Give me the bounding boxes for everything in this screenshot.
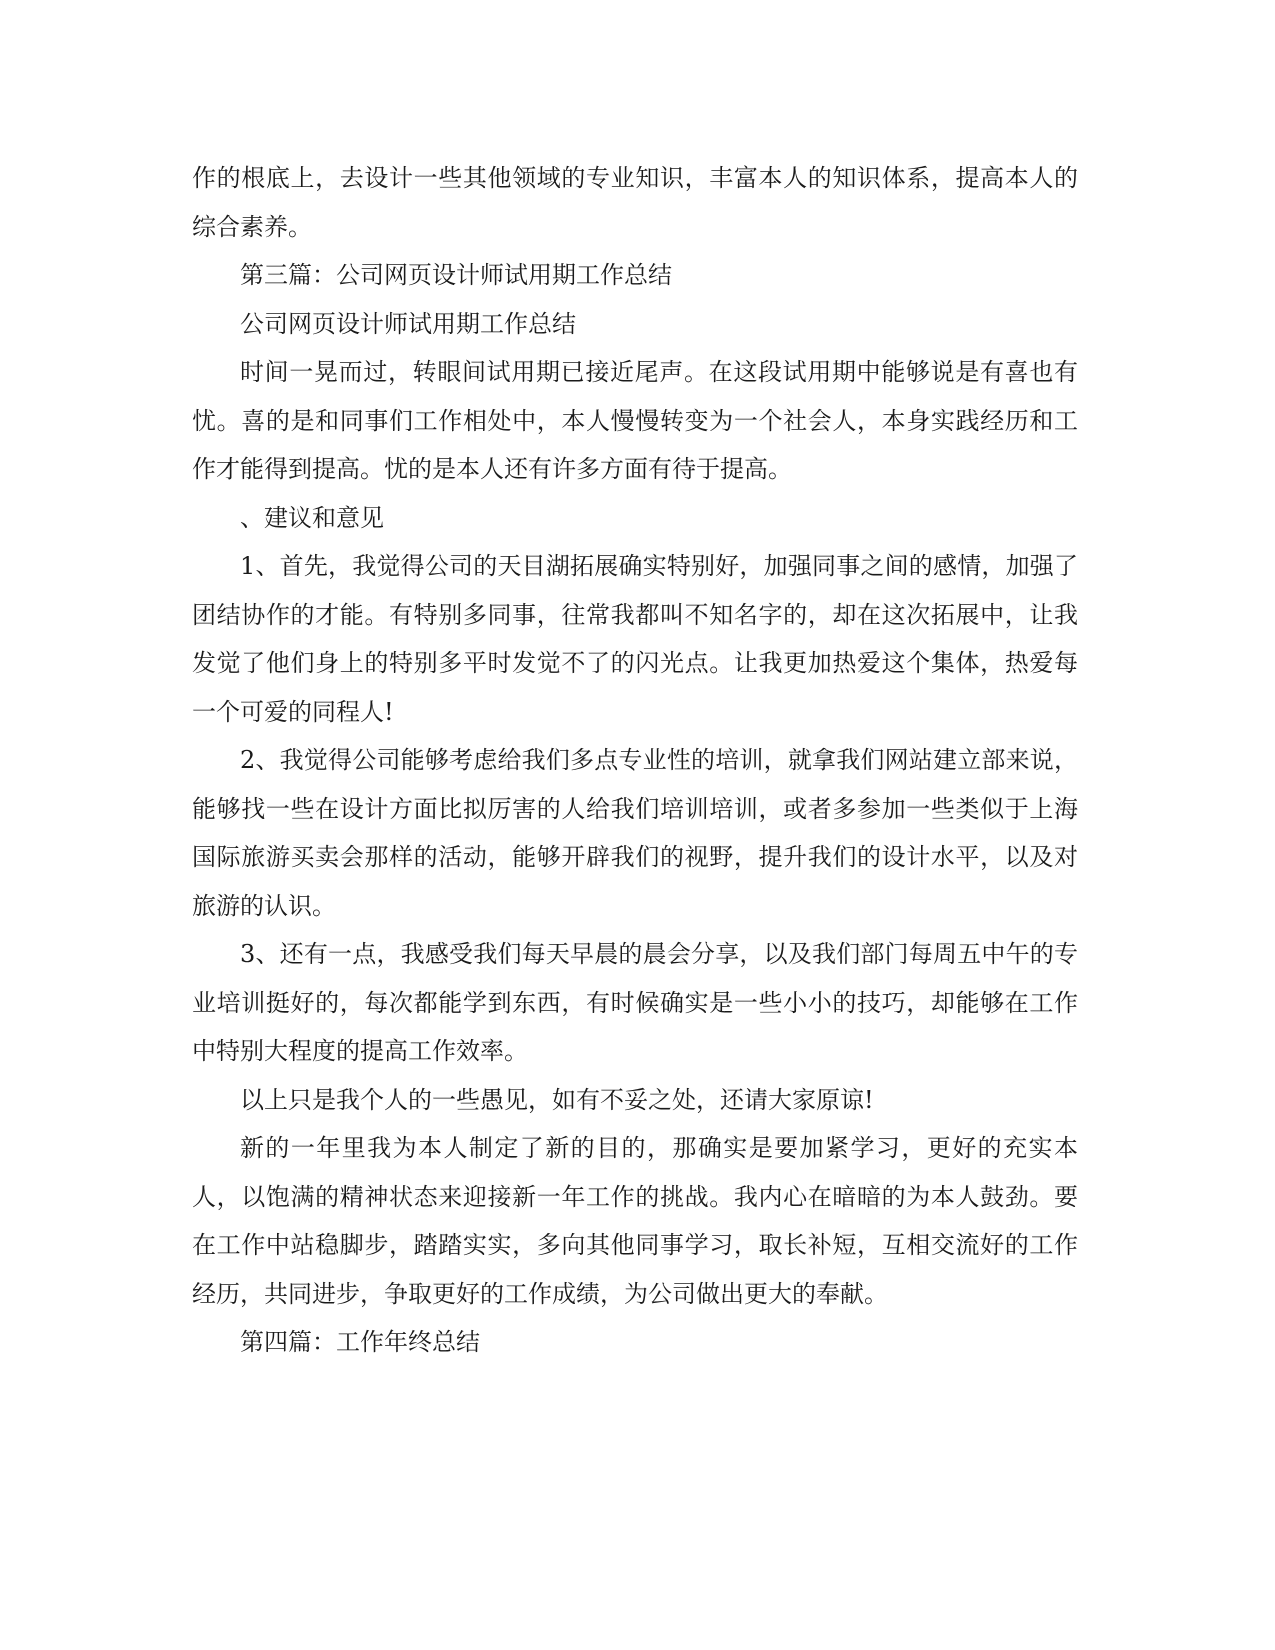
paragraph-intro: 时间一晃而过，转眼间试用期已接近尾声。在这段试用期中能够说是有喜也有忧。喜的是和同事们工作相处中，本人慢慢转变为一个社会人，本身实践经历和工作才能得到提高。忧的是本人还有许多方面有待于提高。 — [192, 358, 1078, 483]
section-heading-part-three: 第三篇：公司网页设计师试用期工作总结 — [240, 261, 672, 289]
section-heading-part-four: 第四篇：工作年终总结 — [240, 1328, 480, 1356]
paragraph-continuation: 作的根底上，去设计一些其他领域的专业知识，丰富本人的知识体系，提高本人的综合素养。 — [192, 164, 1078, 241]
section-title: 公司网页设计师试用期工作总结 — [240, 309, 576, 338]
subheading-suggestions: 、建议和意见 — [240, 503, 384, 532]
paragraph-point-2: 2、我觉得公司能够考虑给我们多点专业性的培训，就拿我们网站建立部来说，能够找一些在设计方面比拟厉害的人给我们培训培训，或者多参加一些类似于上海国际旅游买卖会那样的活动，能够开辟我们的视野，提升我们的设计水平，以及对旅游的认识。 — [192, 746, 1078, 920]
paragraph-apology: 以上只是我个人的一些愚见，如有不妥之处，还请大家原谅! — [240, 1085, 874, 1114]
paragraph-point-3: 3、还有一点，我感受我们每天早晨的晨会分享，以及我们部门每周五中午的专业培训挺好的，每次都能学到东西，有时候确实是一些小小的技巧，却能够在工作中特别大程度的提高工作效率。 — [192, 940, 1078, 1065]
document-body — [192, 154, 1078, 1367]
paragraph-point-1: 1、首先，我觉得公司的天目湖拓展确实特别好，加强同事之间的感情，加强了团结协作的才能。有特别多同事，往常我都叫不知名字的，却在这次拓展中，让我发觉了他们身上的特别多平时发觉不了的闪光点。让我更加热爱这个集体，热爱每一个可爱的同程人! — [192, 552, 1078, 726]
paragraph-new-year-goals: 新的一年里我为本人制定了新的目的，那确实是要加紧学习，更好的充实本人，以饱满的精神状态来迎接新一年工作的挑战。我内心在暗暗的为本人鼓劲。要在工作中站稳脚步，踏踏实实，多向其他同事学习，取长补短，互相交流好的工作经历，共同进步，争取更好的工作成绩，为公司做出更大的奉献。 — [192, 1134, 1078, 1308]
